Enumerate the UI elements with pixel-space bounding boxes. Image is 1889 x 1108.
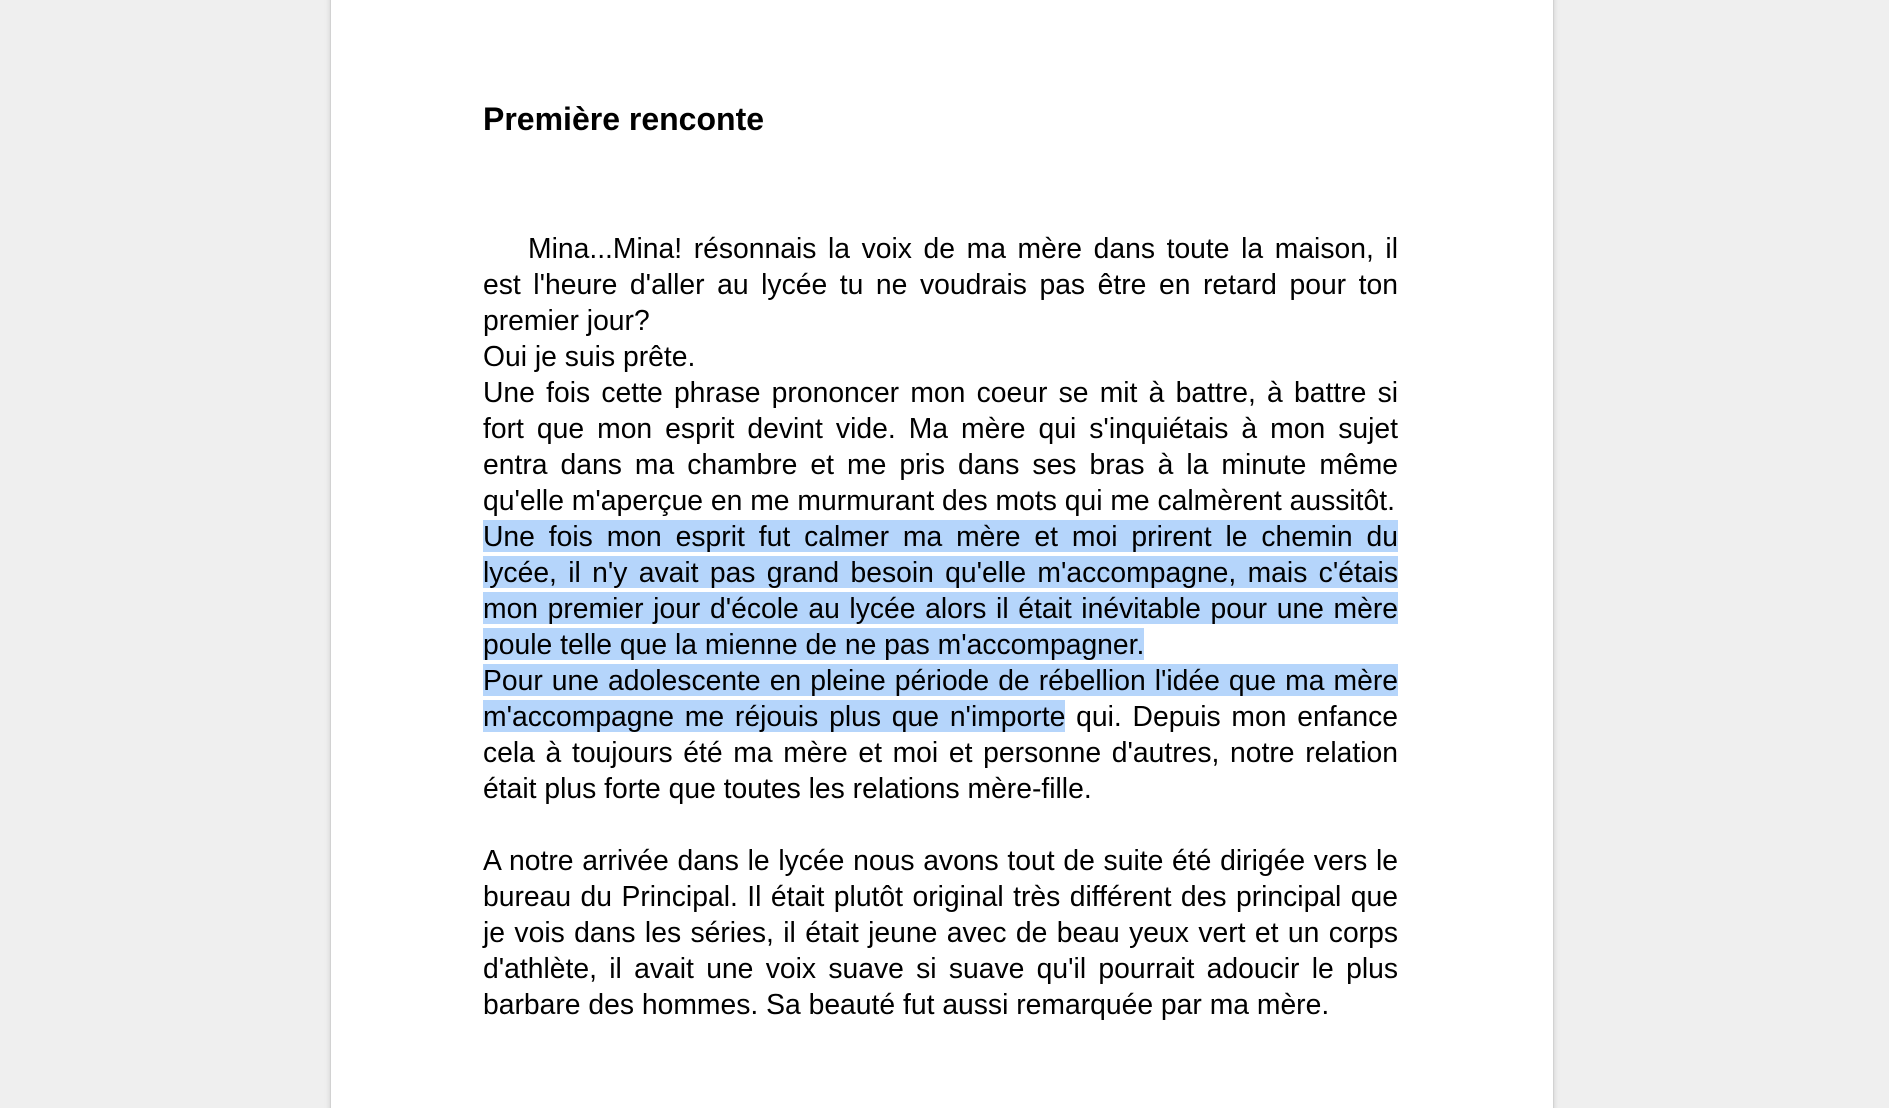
paragraph-2[interactable]: Oui je suis prête.: [483, 340, 696, 372]
paragraph-4[interactable]: [483, 518, 1398, 662]
document-page[interactable]: [331, 0, 1553, 1108]
paragraph-5[interactable]: [483, 662, 1398, 806]
paragraph-3[interactable]: Une fois cette phrase prononcer mon coeur se mit à battre, à battre si fort que mon esprit devint vide. Ma mère qui s'inquiétais à mon sujet entra dans ma chambre et me pris dans ses bras à la minute même qu'elle m'aperçue en me murmurant des mots qui me calmèrent aussitôt.: [483, 376, 1398, 516]
paragraph-1[interactable]: Mina...Mina! résonnais la voix de ma mère dans toute la maison, il est l'heure d'aller au lycée tu ne voudrais pas être en retard pour ton premier jour?: [483, 232, 1398, 336]
selected-text[interactable]: Une fois mon esprit fut calmer ma mère et moi prirent le chemin du lycée, il n'y avait pas grand besoin qu'elle m'accompagne, mais c'étais mon premier jour d'école au lycée alors il était inévitable pour une mère poule telle que la mienne de ne pas m'accompagner.: [483, 520, 1398, 660]
document-title[interactable]: Première renconte: [483, 101, 765, 137]
paragraph-6[interactable]: A notre arrivée dans le lycée nous avons tout de suite été dirigée vers le bureau du Principal. Il était plutôt original très différent des principal que je vois dans les séries, il était jeune avec de beau yeux vert et un corps d'athlète, il avait une voix suave si suave qu'il pourrait adoucir le plus barbare des hommes. Sa beauté fut aussi remarquée par ma mère.: [483, 844, 1398, 1020]
document-body[interactable]: [483, 230, 1398, 1022]
paragraph-5-rest: qui. Depuis mon enfance cela à toujours été ma mère et moi et personne d'autres, notre relation était plus forte que toutes les relations mère-fille.: [483, 700, 1398, 804]
selected-text[interactable]: Pour une adolescente en pleine période de rébellion l'idée que ma mère m'accompagne me réjouis plus que n'importe: [483, 664, 1398, 732]
blank-line: [483, 806, 1398, 842]
